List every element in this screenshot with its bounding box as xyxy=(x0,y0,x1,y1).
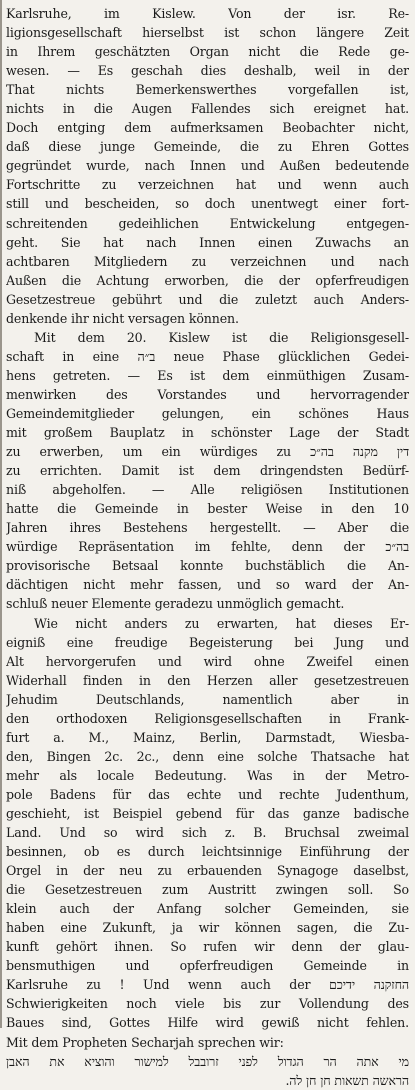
text-line: nichts in die Augen Fallendes sich ereignet hat. xyxy=(6,101,409,117)
column-rule xyxy=(0,0,2,1028)
text-line: schreitenden gedeihlichen Entwickelung entgegen- xyxy=(6,215,409,231)
text-line: klein auch der Anfang solcher Gemeinden, sie xyxy=(6,901,409,917)
hebrew-insert: ב״ה xyxy=(137,348,156,364)
text-line: die Gesetzestreuen zum Austritt zwingen soll. So xyxy=(6,882,409,898)
text-line: That nichts Bemerkenswerthes vorgefallen ist, xyxy=(6,82,409,98)
text-line: furt a. M., Mainz, Berlin, Darmstadt, Wiesba- xyxy=(6,729,409,745)
text-fragment: neue Phase glücklichen Gedei- xyxy=(155,348,409,364)
text-line: wesen. — Es geschah dies deshalb, weil in der xyxy=(6,63,409,79)
text-line: achtbaren Mitgliedern zu verzeichnen und nach xyxy=(6,253,409,269)
text-line: in Ihrem geschätzten Organ nicht die Rede ge- xyxy=(6,44,409,60)
text-line: geschieht, ist Beispiel gebend für das ganze badische xyxy=(6,805,409,821)
hebrew-insert: החזקנה ידיכם xyxy=(329,977,409,993)
text-line: hens getreten. — Es ist dem einmüthigen Zusam- xyxy=(6,367,409,383)
text-line: kunft gehört ihnen. So rufen wir denn der glau- xyxy=(6,939,409,955)
hebrew-quote-line: מי אתה הר הגדול לפני זרובבל למישור והוציא את האבן xyxy=(6,1053,409,1069)
text-line: niß abgeholfen. — Alle religiösen Institutionen xyxy=(6,482,409,498)
text-line: daß diese junge Gemeinde, die zu Ehren Gottes xyxy=(6,139,409,155)
text-line: Gesetzestreue gebührt und die zuletzt auch Anders- xyxy=(6,291,409,307)
text-line: Fortschritte zu verzeichnen hat und wenn auch xyxy=(6,177,409,193)
text-line: Mit dem Propheten Secharjah sprechen wir: xyxy=(6,1034,284,1050)
text-line: Orgel in der neu zu erbauenden Synagoge daselbst, xyxy=(6,863,409,879)
text-line: mehr als locale Bedeutung. Was in der Metro- xyxy=(6,767,409,783)
text-fragment: schaft in eine xyxy=(6,348,138,364)
hebrew-insert: בה״כ xyxy=(385,539,409,555)
text-line: Jahren ihres Bestehens hergestellt. — Aber die xyxy=(6,520,409,536)
text-line: Baues sind, Gottes Hilfe wird gewiß nicht fehlen. xyxy=(6,1015,409,1031)
text-line: zu errichten. Damit ist dem dringendsten Bedürf- xyxy=(6,463,409,479)
text-line: geht. Sie hat nach Innen einen Zuwachs an xyxy=(6,234,409,250)
hebrew-quote-line: הראשה תשאות חן חן לה. xyxy=(285,1072,409,1088)
text-line: hatte die Gemeinde in bester Weise in den 10 xyxy=(6,501,409,517)
text-line: den, Bingen 2c. 2c., denn eine solche Thatsache hat xyxy=(6,748,409,764)
text-line: schluß neuer Elemente geradezu unmöglich gemacht. xyxy=(6,596,345,612)
text-line: eigniß eine freudige Begeisterung bei Jung und xyxy=(6,634,409,650)
text-line: mit großem Bauplatz in schönster Lage der Stadt xyxy=(6,425,409,441)
text-line: Schwierigkeiten noch viele bis zur Vollendung des xyxy=(6,996,409,1012)
text-line: Land. Und so wird sich z. B. Bruchsal zweimal xyxy=(6,825,409,841)
text-line: provisorische Betsaal konnte buchstäblich die An- xyxy=(6,558,409,574)
text-line: Jehudim Deutschlands, namentlich aber in xyxy=(6,691,409,707)
text-line xyxy=(6,347,409,366)
text-line: Alt hervorgerufen und wird ohne Zweifel einen xyxy=(6,653,409,669)
text-fragment: zu erwerben, um ein würdiges zu xyxy=(6,444,291,460)
text-line: ligionsgesellschaft hierselbst ist schon längere Zeit xyxy=(6,25,409,41)
text-line: Widerhall finden in den Herzen aller gesetzestreuen xyxy=(6,672,409,688)
text-line: Außen die Achtung erworben, die der opferfreudigen xyxy=(6,272,409,288)
text-line: Karlsruhe, im Kislew. Von der isr. Re- xyxy=(6,6,409,21)
text-line: denkende ihr nicht versagen können. xyxy=(6,310,239,326)
text-line: haben eine Zukunft, ja wir können sagen, die Zu- xyxy=(6,920,409,936)
text-line: gegründet wurde, nach Innen und Außen bedeutende xyxy=(6,158,409,174)
text-fragment: Karlsruhe zu ! Und wenn auch der xyxy=(6,977,311,993)
text-line: Mit dem 20. Kislew ist die Religionsgesell- xyxy=(34,329,409,345)
text-line xyxy=(6,975,409,994)
text-line: Wie nicht anders zu erwarten, hat dieses Er- xyxy=(34,615,409,631)
text-line: menwirken des Vorstandes und hervorragender xyxy=(6,386,409,402)
text-line: bensmuthigen und opferfreudigen Gemeinde in xyxy=(6,958,409,974)
text-line: Doch entging dem aufmerksamen Beobachter nicht, xyxy=(6,120,409,136)
text-line: pole Badens für das echte und rechte Judenthum, xyxy=(6,786,409,802)
hebrew-insert: דין מקנה בה״כ xyxy=(310,444,409,460)
text-line: Gemeindemitglieder gelungen, ein schönes Haus xyxy=(6,405,409,421)
text-line: dächtigen nicht mehr fassen, und so ward der An- xyxy=(6,577,409,593)
text-fragment: würdige Repräsentation im fehlte, denn der xyxy=(6,539,365,555)
text-line xyxy=(6,442,409,461)
text-line: besinnen, ob es durch leichtsinnige Einführung der xyxy=(6,844,409,860)
text-line xyxy=(6,537,409,556)
text-line: den orthodoxen Religionsgesellschaften in Frank- xyxy=(6,710,409,726)
text-line: still und bescheiden, so doch unentwegt einer fort- xyxy=(6,196,409,212)
